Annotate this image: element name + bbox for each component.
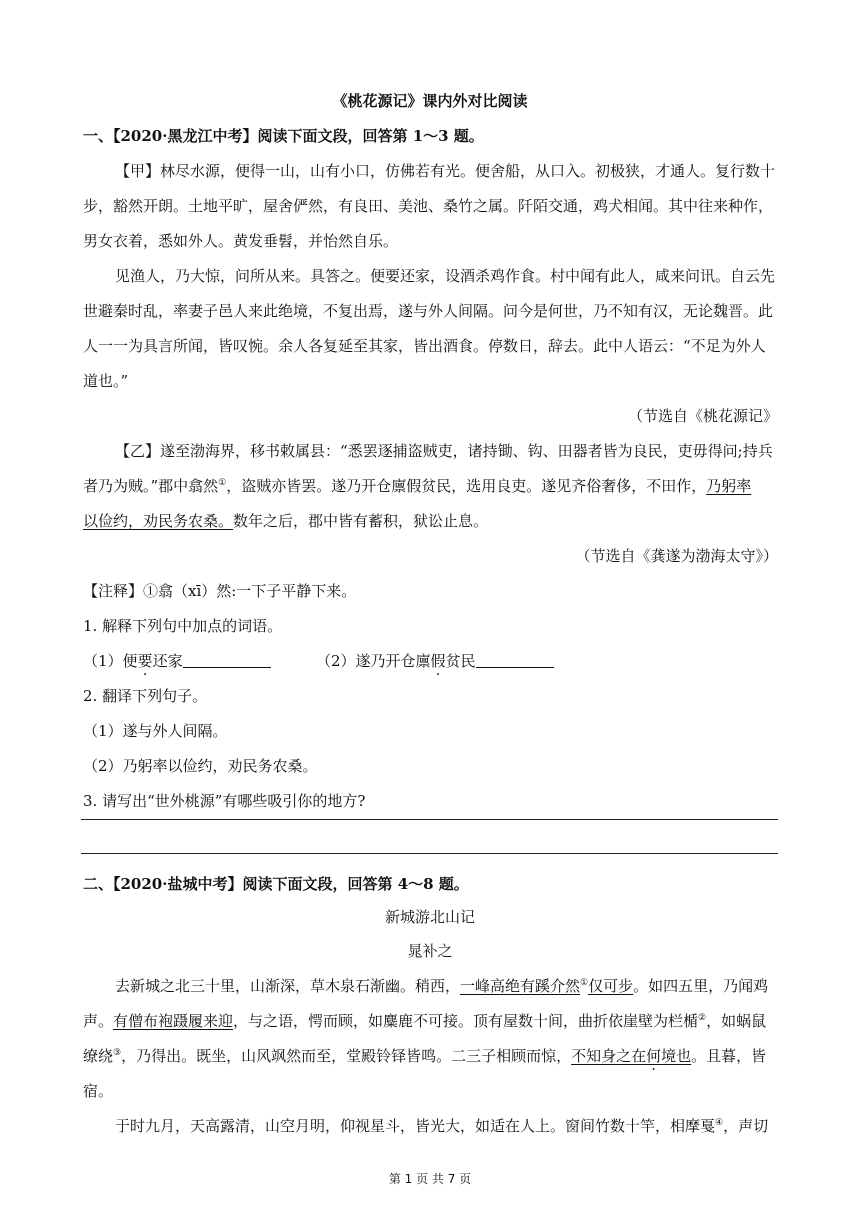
essay-line xyxy=(83,1011,783,1031)
text-run: 者乃为贼。”郡中翕然 xyxy=(83,477,219,495)
page-footer: 第 1 页 共 7 页 xyxy=(388,1172,472,1186)
footnote-marker: ④ xyxy=(715,1118,724,1128)
passage-jia-line: 步，豁然开朗。土地平旷，屋舍俨然，有良田、美池、桑竹之属。阡陌交通，鸡犬相闻。其中往来种作， xyxy=(83,197,774,215)
underlined-phrase: 一峰高绝有蹊介然 xyxy=(460,977,581,995)
page-title: 《桃花源记》课内外对比阅读 xyxy=(332,92,528,110)
essay-line xyxy=(115,1116,783,1136)
source-citation: （节选自《桃花源记》 xyxy=(627,407,778,425)
question-2: 2. 翻译下列句子。 xyxy=(83,687,208,705)
passage-yi-line: 【乙】遂至渤海界，移书敕属县：“悉罢逐捕盗贼吏，诸持锄、钩、田器者皆为良民，吏毋得问;持兵 xyxy=(115,442,773,460)
passage-jia-line: 男女衣着，悉如外人。黄发垂髫，并怡然自乐。 xyxy=(83,232,399,250)
text-run: 缭绕 xyxy=(83,1047,114,1065)
passage-jia-line: 【甲】林尽水源，便得一山，山有小口，仿佛若有光。便舍船，从口入。初极狭，才通人。复行数十 xyxy=(115,162,776,180)
essay-line xyxy=(83,1046,783,1066)
text-run: 境也 xyxy=(661,1047,692,1065)
text-run: 去新城之北三十里，山渐深，草木泉石渐幽。稍西， xyxy=(115,977,461,995)
answer-line[interactable] xyxy=(81,819,778,820)
question-3: 3. 请写出“世外桃源”有哪些吸引你的地方? xyxy=(83,792,366,810)
answer-line[interactable] xyxy=(81,853,778,854)
underlined-phrase: 仅可步 xyxy=(588,977,634,995)
footnote-marker: ③ xyxy=(113,1048,122,1058)
text-run: ，声切 xyxy=(723,1117,769,1135)
underlined-phrase: 乃躬率 xyxy=(706,477,752,495)
dotted-word: 何 xyxy=(646,1047,662,1065)
underlined-phrase xyxy=(571,1047,691,1065)
text-run: （1）便 xyxy=(83,652,138,670)
question-1-part-1 xyxy=(83,651,271,671)
question-1: 1. 解释下列句中加点的词语。 xyxy=(83,617,283,635)
text-run: ，如蜗鼠 xyxy=(706,1012,767,1030)
passage-jia-line: 见渔人，乃大惊，问所从来。具答之。便要还家，设酒杀鸡作食。村中闻有此人，咸来问讯。自云先 xyxy=(115,267,776,285)
essay-line xyxy=(115,976,783,996)
underlined-phrase: 以俭约，劝民务农桑。 xyxy=(83,512,234,530)
text-run: ，盗贼亦皆罢。遂乃开仓廪假贫民，选用良吏。遂见齐俗奢侈，不田作， xyxy=(226,477,707,495)
passage-yi-line xyxy=(83,476,783,496)
text-run: 数年之后，郡中皆有蓄积，狱讼止息。 xyxy=(233,512,489,530)
answer-blank[interactable] xyxy=(183,652,271,668)
answer-blank[interactable] xyxy=(476,652,554,668)
text-run: ，与之语，愕而顾，如麋鹿不可接。顶有屋数十间，曲折依崖壁为栏楯 xyxy=(233,1012,699,1030)
footnote-marker: ① xyxy=(580,978,589,988)
footnote-marker: ② xyxy=(698,1013,707,1023)
passage-jia-line: 道也。” xyxy=(83,372,129,390)
passage-yi-line xyxy=(83,511,783,531)
question-1-part-2 xyxy=(316,651,554,671)
section-2-heading: 二、【2020·盐城中考】阅读下面文段，回答第 4～8 题。 xyxy=(83,875,469,893)
text-run: 声。 xyxy=(83,1012,114,1030)
underlined-phrase: 有僧布袍蹑履来迎 xyxy=(113,1012,234,1030)
text-run: ，乃得出。既坐，山风飒然而至，堂殿铃铎皆鸣。二三子相顾而惊， xyxy=(121,1047,572,1065)
text-run: 。如四五里，乃闻鸡 xyxy=(633,977,769,995)
essay-line: 宿。 xyxy=(83,1082,114,1100)
section-1-heading: 一、【2020·黑龙江中考】阅读下面文段，回答第 1～3 题。 xyxy=(83,127,484,145)
essay-author: 晁补之 xyxy=(407,942,453,960)
essay-title: 新城游北山记 xyxy=(384,908,475,926)
dotted-word: 要 xyxy=(137,652,153,670)
text-run: 不知身之在 xyxy=(571,1047,647,1065)
question-2-part-1: （1）遂与外人间隔。 xyxy=(83,722,228,740)
dotted-word: 假 xyxy=(430,652,446,670)
source-citation: （节选自《龚遂为渤海太守》） xyxy=(575,547,778,565)
text-run: 贫民 xyxy=(445,652,476,670)
passage-jia-line: 人一一为具言所闻，皆叹惋。余人各复延至其家，皆出酒食。停数日，辞去。此中人语云：“不足为外人 xyxy=(83,337,766,355)
question-2-part-2: （2）乃躬率以俭约，劝民务农桑。 xyxy=(83,757,318,775)
text-run: （2）遂乃开仓廪 xyxy=(316,652,431,670)
footnote-marker: ① xyxy=(218,478,227,488)
text-run: 于时九月，天高露清，山空月明，仰视星斗，皆光大，如适在人上。窗间竹数十竿，相摩戛 xyxy=(115,1117,716,1135)
annotation-note: 【注释】①翕（xī）然:一下子平静下来。 xyxy=(83,582,357,600)
passage-jia-line: 世避秦时乱，率妻子邑人来此绝境，不复出焉，遂与外人间隔。问今是何世，乃不知有汉，无论魏晋。此 xyxy=(83,302,774,320)
text-run: 还家 xyxy=(152,652,183,670)
text-run: 。且暮，皆 xyxy=(691,1047,767,1065)
